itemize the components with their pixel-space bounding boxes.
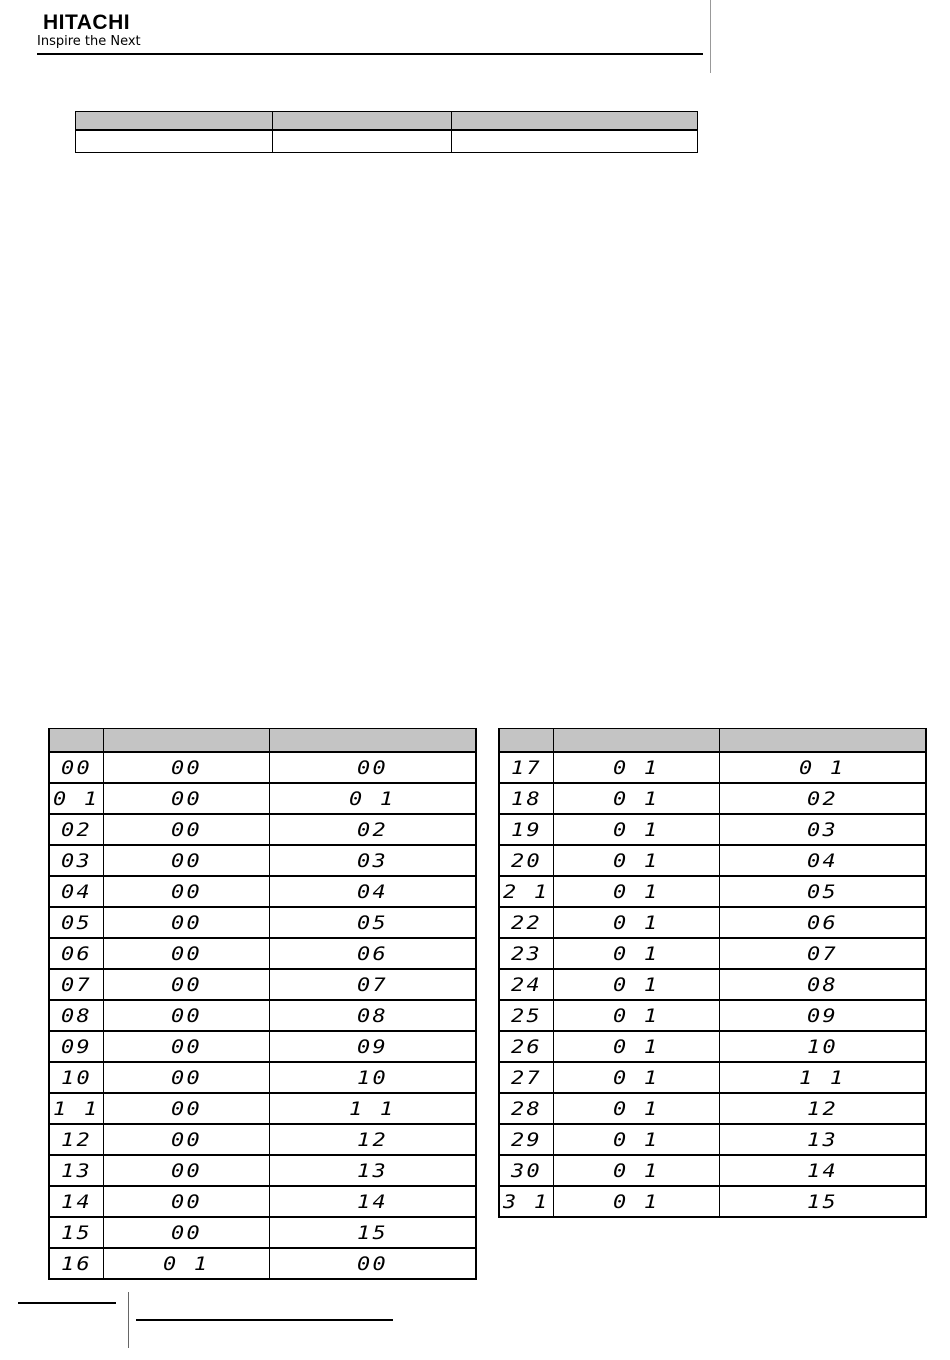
segment-code: 0 1 bbox=[799, 756, 846, 779]
segment-code: 02 bbox=[356, 818, 388, 841]
table-cell bbox=[499, 1093, 553, 1124]
table-cell bbox=[269, 1155, 476, 1186]
code-table-left bbox=[48, 728, 477, 1280]
table-cell bbox=[269, 1093, 476, 1124]
table-cell bbox=[103, 1124, 269, 1155]
brand-name: HITACHI bbox=[43, 11, 131, 34]
segment-code: 05 bbox=[356, 911, 388, 934]
segment-code: 16 bbox=[60, 1252, 92, 1275]
segment-code: 12 bbox=[806, 1097, 838, 1120]
segment-code: 0 1 bbox=[612, 1190, 660, 1213]
table-cell bbox=[553, 752, 719, 783]
table-cell bbox=[103, 1093, 269, 1124]
segment-code: 29 bbox=[510, 1128, 542, 1151]
table-cell bbox=[49, 1124, 103, 1155]
table-cell bbox=[499, 1000, 553, 1031]
segment-code: 09 bbox=[356, 1035, 388, 1058]
table-row bbox=[49, 1093, 476, 1124]
header-margin-line bbox=[710, 0, 711, 73]
table-row bbox=[499, 876, 926, 907]
table-row bbox=[49, 969, 476, 1000]
table-row bbox=[49, 1217, 476, 1248]
segment-code: 09 bbox=[806, 1004, 838, 1027]
table-cell bbox=[49, 783, 103, 814]
table-cell bbox=[499, 1186, 553, 1217]
table-cell bbox=[553, 1186, 719, 1217]
table-cell bbox=[103, 783, 269, 814]
segment-code: 0 1 bbox=[612, 1066, 660, 1089]
segment-code: 05 bbox=[806, 880, 838, 903]
segment-code: 09 bbox=[60, 1035, 92, 1058]
summary-cell bbox=[273, 130, 452, 153]
segment-code: 10 bbox=[60, 1066, 92, 1089]
table-row bbox=[499, 1031, 926, 1062]
segment-code: 07 bbox=[356, 973, 388, 996]
segment-code: 0 1 bbox=[612, 1159, 660, 1182]
segment-code: 25 bbox=[510, 1004, 542, 1027]
table-row bbox=[49, 814, 476, 845]
footer-divider bbox=[128, 1292, 129, 1348]
segment-code: 00 bbox=[170, 880, 202, 903]
table-row bbox=[499, 752, 926, 783]
segment-code: 10 bbox=[806, 1035, 838, 1058]
table-cell bbox=[269, 1000, 476, 1031]
segment-code: 00 bbox=[170, 1097, 202, 1120]
table-cell bbox=[103, 938, 269, 969]
segment-code: 23 bbox=[510, 942, 542, 965]
segment-code: 14 bbox=[806, 1159, 838, 1182]
table-row bbox=[499, 814, 926, 845]
segment-code: 00 bbox=[170, 942, 202, 965]
segment-code: 24 bbox=[510, 973, 542, 996]
segment-code: 17 bbox=[510, 756, 542, 779]
table-row bbox=[499, 1186, 926, 1217]
table-cell bbox=[499, 969, 553, 1000]
table-cell bbox=[719, 876, 926, 907]
table-cell bbox=[499, 1062, 553, 1093]
table-row bbox=[49, 1124, 476, 1155]
table-cell bbox=[553, 907, 719, 938]
table-cell bbox=[103, 1155, 269, 1186]
table-cell bbox=[269, 938, 476, 969]
brand-tagline: Inspire the Next bbox=[37, 34, 141, 49]
table-cell bbox=[103, 1000, 269, 1031]
segment-code: 04 bbox=[356, 880, 388, 903]
table-row bbox=[499, 1062, 926, 1093]
header-cell bbox=[719, 729, 926, 753]
table-cell bbox=[49, 876, 103, 907]
table-cell bbox=[103, 876, 269, 907]
table-row bbox=[499, 1155, 926, 1186]
code-table-body bbox=[499, 752, 926, 1217]
table-cell bbox=[499, 907, 553, 938]
code-table-header-row bbox=[499, 729, 926, 753]
table-cell bbox=[719, 1124, 926, 1155]
segment-code: 0 1 bbox=[612, 756, 660, 779]
table-cell bbox=[719, 845, 926, 876]
table-row bbox=[499, 969, 926, 1000]
segment-code: 0 1 bbox=[53, 787, 100, 810]
table-row bbox=[499, 1124, 926, 1155]
header-cell bbox=[49, 729, 103, 753]
segment-code: 0 1 bbox=[612, 787, 660, 810]
table-cell bbox=[103, 1186, 269, 1217]
segment-code: 3 1 bbox=[503, 1190, 550, 1213]
table-cell bbox=[49, 1217, 103, 1248]
table-cell bbox=[553, 1093, 719, 1124]
table-row bbox=[49, 1031, 476, 1062]
header-rule bbox=[37, 53, 703, 55]
header-cell bbox=[553, 729, 719, 753]
table-row bbox=[499, 783, 926, 814]
table-cell bbox=[719, 1000, 926, 1031]
segment-code: 03 bbox=[806, 818, 838, 841]
footer-rule-left bbox=[18, 1302, 116, 1304]
table-cell bbox=[719, 1031, 926, 1062]
segment-code: 14 bbox=[60, 1190, 92, 1213]
table-cell bbox=[499, 814, 553, 845]
table-row bbox=[49, 1248, 476, 1279]
summary-table bbox=[75, 111, 698, 153]
segment-code: 27 bbox=[510, 1066, 542, 1089]
table-cell bbox=[269, 1217, 476, 1248]
segment-code: 0 1 bbox=[349, 787, 396, 810]
table-cell bbox=[49, 1062, 103, 1093]
segment-code: 0 1 bbox=[612, 911, 660, 934]
table-cell bbox=[269, 1186, 476, 1217]
table-row bbox=[49, 783, 476, 814]
table-cell bbox=[103, 907, 269, 938]
segment-code: 00 bbox=[170, 1066, 202, 1089]
segment-code: 00 bbox=[170, 1004, 202, 1027]
table-cell bbox=[719, 907, 926, 938]
table-cell bbox=[269, 1124, 476, 1155]
header-cell bbox=[269, 729, 476, 753]
segment-code: 03 bbox=[356, 849, 388, 872]
segment-code: 28 bbox=[510, 1097, 542, 1120]
table-row bbox=[499, 907, 926, 938]
segment-code: 1 1 bbox=[799, 1066, 846, 1089]
table-cell bbox=[719, 1155, 926, 1186]
summary-table-row bbox=[76, 130, 698, 153]
segment-code: 22 bbox=[510, 911, 542, 934]
segment-code: 15 bbox=[356, 1221, 388, 1244]
table-cell bbox=[719, 814, 926, 845]
summary-cell bbox=[76, 130, 273, 153]
table-cell bbox=[103, 1062, 269, 1093]
table-cell bbox=[49, 1248, 103, 1279]
segment-code: 0 1 bbox=[612, 818, 660, 841]
segment-code: 0 1 bbox=[612, 942, 660, 965]
table-row bbox=[49, 907, 476, 938]
table-cell bbox=[103, 969, 269, 1000]
summary-header-cell bbox=[452, 112, 698, 131]
table-cell bbox=[49, 938, 103, 969]
table-cell bbox=[103, 845, 269, 876]
segment-code: 15 bbox=[60, 1221, 92, 1244]
summary-cell bbox=[452, 130, 698, 153]
table-cell bbox=[553, 938, 719, 969]
table-cell bbox=[499, 752, 553, 783]
segment-code: 0 1 bbox=[612, 1004, 660, 1027]
table-cell bbox=[49, 1031, 103, 1062]
table-cell bbox=[49, 1093, 103, 1124]
table-cell bbox=[719, 1062, 926, 1093]
table-cell bbox=[269, 907, 476, 938]
table-cell bbox=[49, 752, 103, 783]
table-cell bbox=[49, 1155, 103, 1186]
table-cell bbox=[269, 783, 476, 814]
header-cell bbox=[103, 729, 269, 753]
segment-code: 0 1 bbox=[612, 1128, 660, 1151]
segment-code: 12 bbox=[356, 1128, 388, 1151]
table-cell bbox=[103, 1248, 269, 1279]
table-cell bbox=[553, 1155, 719, 1186]
segment-code: 30 bbox=[510, 1159, 542, 1182]
table-cell bbox=[103, 814, 269, 845]
table-cell bbox=[553, 969, 719, 1000]
summary-header-cell bbox=[76, 112, 273, 131]
segment-code: 06 bbox=[60, 942, 92, 965]
segment-code: 1 1 bbox=[53, 1097, 100, 1120]
segment-code: 00 bbox=[170, 973, 202, 996]
table-cell bbox=[269, 876, 476, 907]
segment-code: 00 bbox=[170, 1221, 202, 1244]
segment-code: 10 bbox=[356, 1066, 388, 1089]
hitachi-logo bbox=[37, 12, 141, 49]
segment-code: 00 bbox=[170, 818, 202, 841]
table-cell bbox=[553, 1124, 719, 1155]
segment-code: 08 bbox=[806, 973, 838, 996]
table-cell bbox=[553, 876, 719, 907]
table-cell bbox=[719, 752, 926, 783]
table-cell bbox=[49, 1186, 103, 1217]
segment-code: 06 bbox=[806, 911, 838, 934]
segment-code: 00 bbox=[170, 787, 202, 810]
table-row bbox=[49, 752, 476, 783]
table-cell bbox=[269, 1062, 476, 1093]
segment-code: 13 bbox=[356, 1159, 388, 1182]
segment-code: 0 1 bbox=[162, 1252, 210, 1275]
segment-code: 0 1 bbox=[612, 849, 660, 872]
table-cell bbox=[269, 752, 476, 783]
segment-code: 02 bbox=[806, 787, 838, 810]
table-cell bbox=[269, 845, 476, 876]
segment-code: 12 bbox=[60, 1128, 92, 1151]
table-row bbox=[49, 1062, 476, 1093]
table-row bbox=[49, 845, 476, 876]
segment-code: 04 bbox=[60, 880, 92, 903]
segment-code: 20 bbox=[510, 849, 542, 872]
table-cell bbox=[553, 814, 719, 845]
table-row bbox=[499, 938, 926, 969]
segment-code: 05 bbox=[60, 911, 92, 934]
table-cell bbox=[553, 1000, 719, 1031]
table-cell bbox=[269, 969, 476, 1000]
header-cell bbox=[499, 729, 553, 753]
code-table-right bbox=[498, 728, 927, 1218]
table-cell bbox=[553, 1062, 719, 1093]
table-cell bbox=[103, 1031, 269, 1062]
table-cell bbox=[49, 1000, 103, 1031]
segment-code: 00 bbox=[170, 1128, 202, 1151]
segment-code: 07 bbox=[806, 942, 838, 965]
table-cell bbox=[103, 752, 269, 783]
segment-code: 00 bbox=[170, 1035, 202, 1058]
code-table-header-row bbox=[49, 729, 476, 753]
segment-code: 00 bbox=[170, 1190, 202, 1213]
table-cell bbox=[553, 845, 719, 876]
segment-code: 15 bbox=[806, 1190, 838, 1213]
table-row bbox=[49, 1000, 476, 1031]
segment-code: 0 1 bbox=[612, 973, 660, 996]
segment-code: 07 bbox=[60, 973, 92, 996]
table-row bbox=[499, 1093, 926, 1124]
table-row bbox=[49, 876, 476, 907]
table-cell bbox=[499, 845, 553, 876]
table-cell bbox=[49, 969, 103, 1000]
table-cell bbox=[553, 1031, 719, 1062]
segment-code: 00 bbox=[60, 756, 92, 779]
table-cell bbox=[49, 907, 103, 938]
segment-code: 00 bbox=[356, 756, 388, 779]
table-cell bbox=[499, 1031, 553, 1062]
table-cell bbox=[719, 969, 926, 1000]
table-cell bbox=[269, 1031, 476, 1062]
segment-code: 1 1 bbox=[349, 1097, 396, 1120]
segment-code: 19 bbox=[510, 818, 542, 841]
summary-table-header-row bbox=[76, 112, 698, 131]
table-row bbox=[49, 1155, 476, 1186]
segment-code: 18 bbox=[510, 787, 542, 810]
segment-code: 08 bbox=[60, 1004, 92, 1027]
segment-code: 0 1 bbox=[612, 880, 660, 903]
segment-code: 00 bbox=[170, 756, 202, 779]
table-cell bbox=[553, 783, 719, 814]
segment-code: 26 bbox=[510, 1035, 542, 1058]
segment-code: 00 bbox=[170, 1159, 202, 1182]
segment-code: 00 bbox=[356, 1252, 388, 1275]
table-row bbox=[499, 1000, 926, 1031]
summary-header-cell bbox=[273, 112, 452, 131]
table-cell bbox=[103, 1217, 269, 1248]
table-cell bbox=[499, 1124, 553, 1155]
table-row bbox=[49, 1186, 476, 1217]
segment-code: 2 1 bbox=[503, 880, 550, 903]
segment-code: 0 1 bbox=[612, 1035, 660, 1058]
segment-code: 00 bbox=[170, 911, 202, 934]
table-cell bbox=[499, 1155, 553, 1186]
table-cell bbox=[499, 938, 553, 969]
table-cell bbox=[719, 938, 926, 969]
segment-code: 13 bbox=[806, 1128, 838, 1151]
table-cell bbox=[49, 845, 103, 876]
table-cell bbox=[719, 1093, 926, 1124]
table-cell bbox=[499, 876, 553, 907]
segment-code: 00 bbox=[170, 849, 202, 872]
code-table-body bbox=[49, 752, 476, 1279]
table-cell bbox=[499, 783, 553, 814]
segment-code: 14 bbox=[356, 1190, 388, 1213]
segment-code: 0 1 bbox=[612, 1097, 660, 1120]
segment-code: 08 bbox=[356, 1004, 388, 1027]
segment-code: 04 bbox=[806, 849, 838, 872]
segment-code: 13 bbox=[60, 1159, 92, 1182]
segment-code: 02 bbox=[60, 818, 92, 841]
table-row bbox=[49, 938, 476, 969]
footer-rule-right bbox=[136, 1319, 393, 1321]
table-cell bbox=[719, 1186, 926, 1217]
table-cell bbox=[269, 1248, 476, 1279]
segment-code: 06 bbox=[356, 942, 388, 965]
table-cell bbox=[269, 814, 476, 845]
table-cell bbox=[49, 814, 103, 845]
table-row bbox=[499, 845, 926, 876]
table-cell bbox=[719, 783, 926, 814]
segment-code: 03 bbox=[60, 849, 92, 872]
